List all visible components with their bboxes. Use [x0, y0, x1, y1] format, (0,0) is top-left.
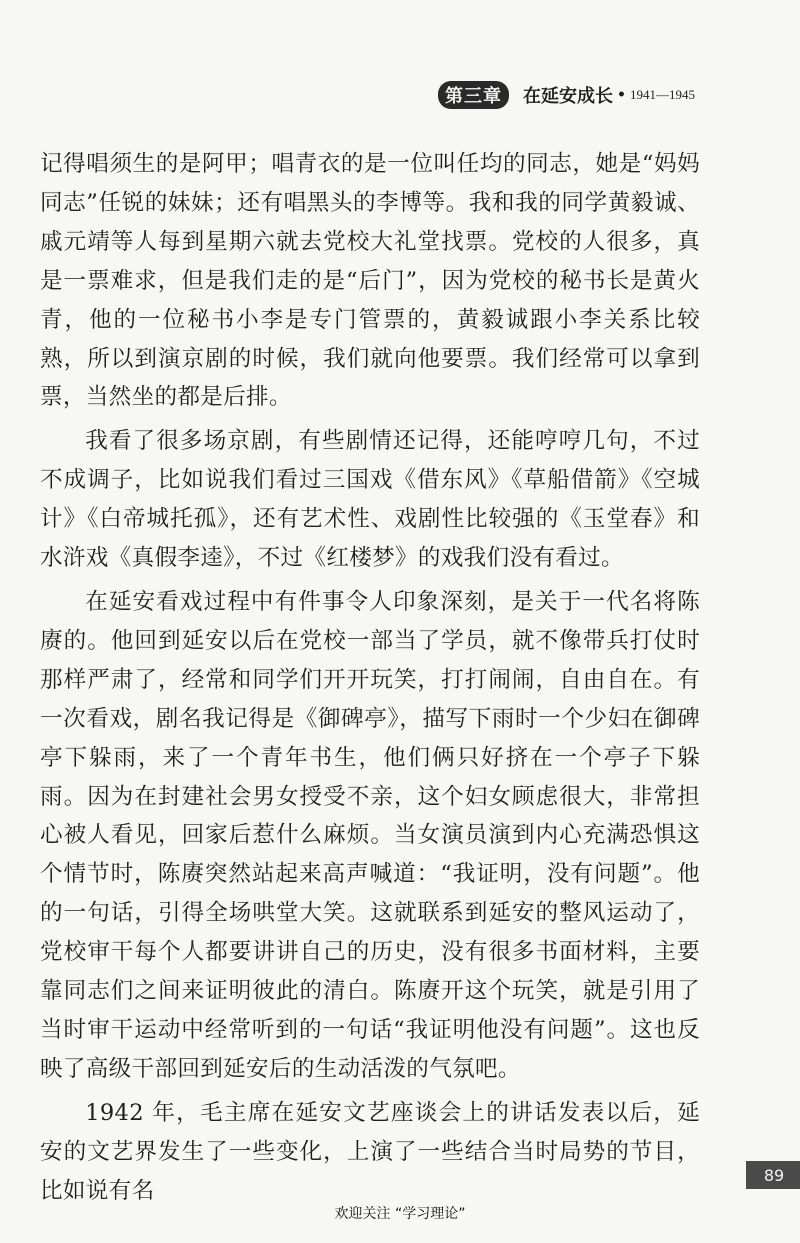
header-separator: •	[617, 87, 626, 103]
paragraph-1: 记得唱须生的是阿甲；唱青衣的是一位叫任均的同志，她是“妈妈同志”任锐的妹妹；还有唱黑头的李博等。我和我的同学黄毅诚、戚元靖等人每到星期六就去党校大礼堂找票。党校的人很多，真是一票难求，但是我们走的是“后门”，因为党校的秘书长是黄火青，他的一位秘书小李是专门管票的，黄毅诚跟小李关系比较熟，所以到演京剧的时候，我们就向他要票。我们经常可以拿到票，当然坐的都是后排。	[40, 151, 700, 411]
paragraph-3: 在延安看戏过程中有件事令人印象深刻，是关于一代名将陈赓的。他回到延安以后在党校一部当了学员，就不像带兵打仗时那样严肃了，经常和同学们开开玩笑，打打闹闹，自由自在。有一次看戏，剧名我记得是《御碑亭》，描写下雨时一个少妇在御碑亭下躲雨，来了一个青年书生，他们俩只好挤在一个亭子下躲雨。因为在封建社会男女授受不亲，这个妇女顾虑很大，非常担心被人看见，回家后惹什么麻烦。当女演员演到内心充满恐惧这个情节时，陈赓突然站起来高声喊道：“我证明，没有问题”。他的一句话，引得全场哄堂大笑。这就联系到延安的整风运动了，党校审干每个人都要讲讲自己的历史，没有很多书面材料，主要靠同志们之间来证明彼此的清白。陈赓开这个玩笑，就是引用了当时审干运动中经常听到的一句话“我证明他没有问题”。这也反映了高级干部回到延安后的生动活泼的气氛吧。	[40, 588, 700, 1082]
body-text	[40, 145, 700, 1210]
running-header	[438, 80, 695, 110]
footer-note: 欢迎关注 “学习理论”	[334, 1206, 466, 1222]
paragraph-4: 1942 年，毛主席在延安文艺座谈会上的讲话发表以后，延安的文艺界发生了一些变化，上演了一些结合当时局势的节目，比如说有名	[40, 1099, 700, 1204]
paragraph-2: 我看了很多场京剧，有些剧情还记得，还能哼哼几句，不过不成调子，比如说我们看过三国戏《借东风》《草船借箭》《空城计》《白帝城托孤》，还有艺术性、戏剧性比较强的《玉堂春》和水浒戏《真假李逵》，不过《红楼梦》的戏我们没有看过。	[40, 428, 700, 572]
page-number: 89	[748, 1161, 800, 1189]
chapter-title: 在延安成长	[523, 86, 614, 107]
chapter-badge: 第三章	[438, 81, 509, 109]
chapter-years: 1941—1945	[630, 87, 695, 102]
